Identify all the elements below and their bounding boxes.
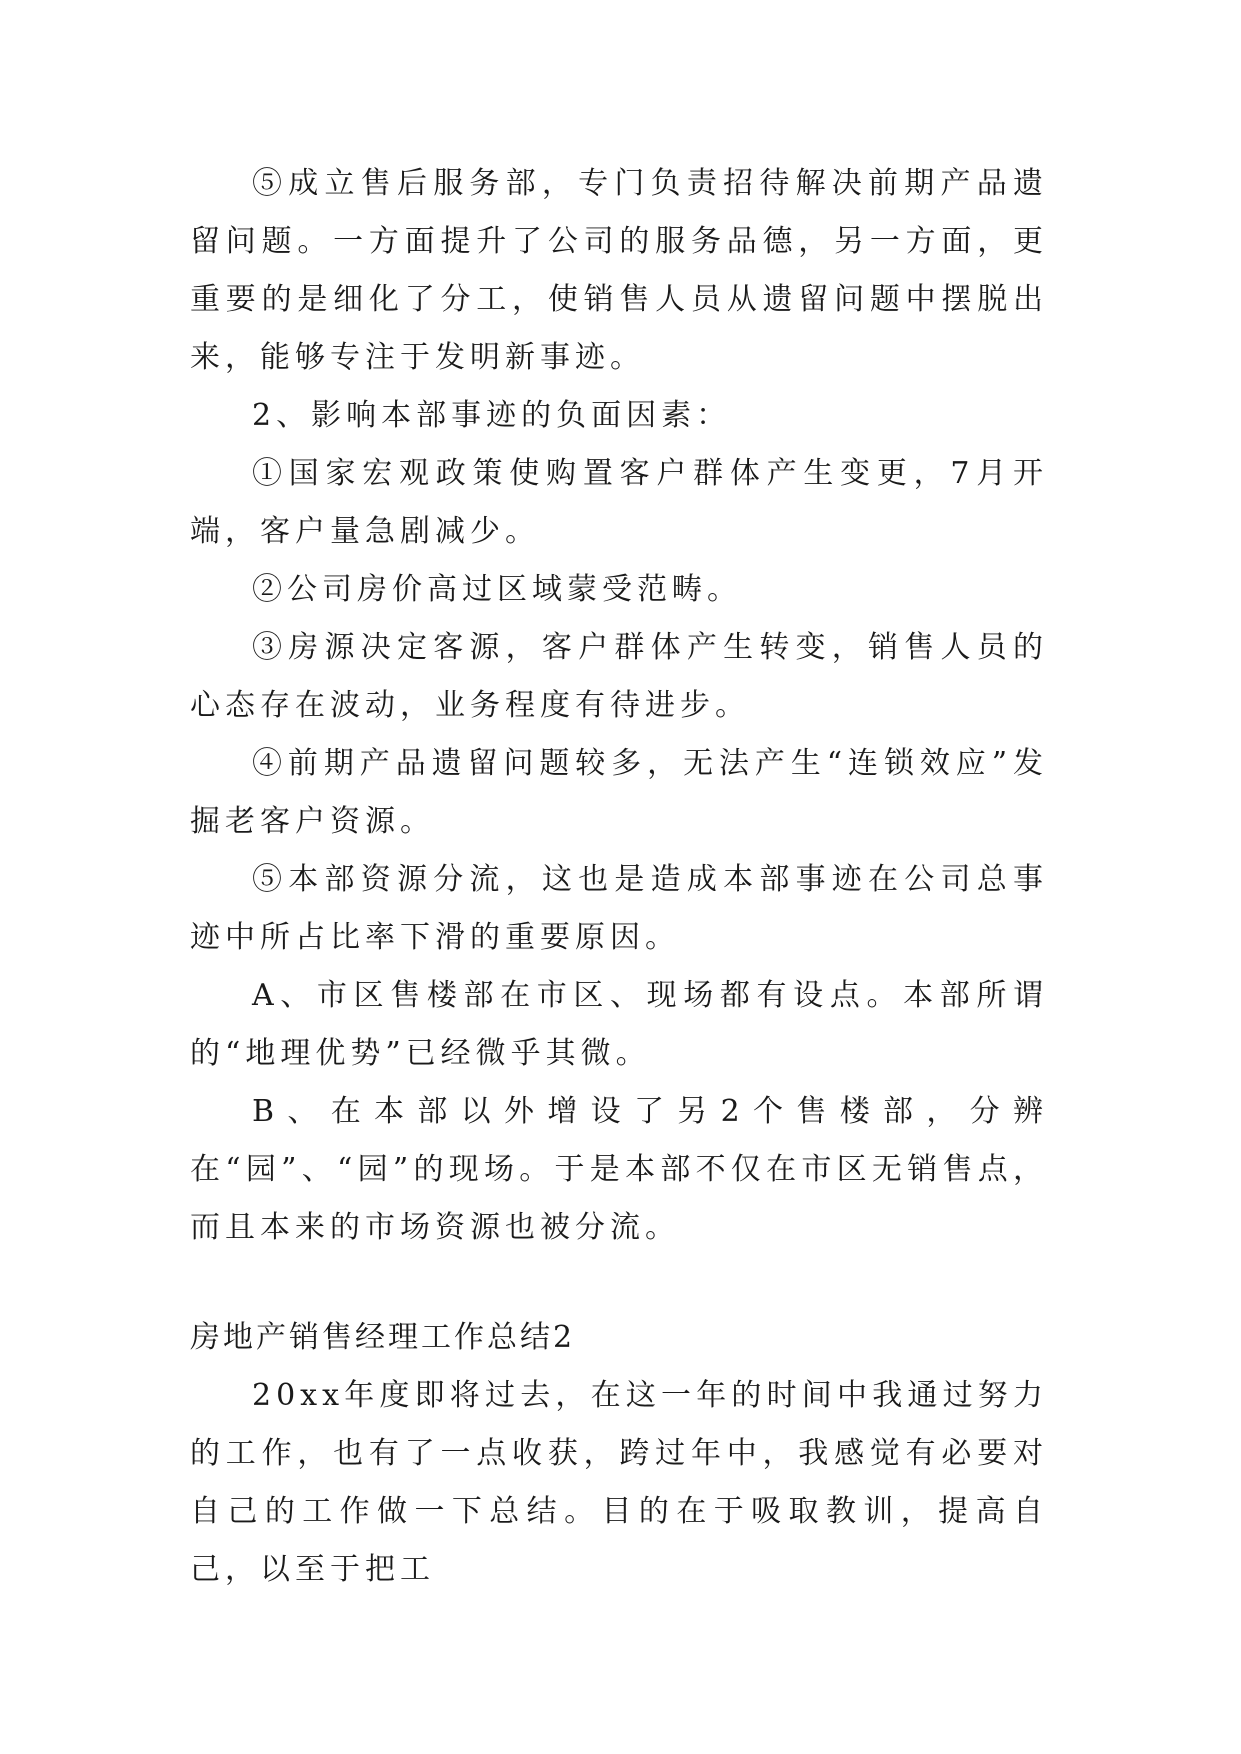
document-body [190,155,1048,1599]
paragraph-factor-5: ⑤本部资源分流，这也是造成本部事迹在公司总事迹中所占比率下滑的重要原因。 [190,862,1048,955]
paragraph-factor-5b: B、在本部以外增设了另2个售楼部，分辨在“园”、“园”的现场。于是本部不仅在市区无销售点，而且本来的市场资源也被分流。 [190,1094,1048,1245]
paragraph-factor-4: ④前期产品遗留问题较多，无法产生“连锁效应”发掘老客户资源。 [190,746,1048,839]
paragraph-factor-2: ②公司房价高过区域蒙受范畴。 [252,572,742,607]
paragraph-factor-5a: A、市区售楼部在市区、现场都有设点。本部所谓的“地理优势”已经微乎其微。 [190,978,1048,1071]
paragraph-after-sales-dept: ⑤成立售后服务部，专门负责招待解决前期产品遗留问题。一方面提升了公司的服务品德，另一方面，更重要的是细化了分工，使销售人员从遗留问题中摆脱出来，能够专注于发明新事迹。 [190,166,1048,375]
section-title: 房地产销售经理工作总结2 [190,1320,576,1355]
paragraph-factor-1: ①国家宏观政策使购置客户群体产生变更，7月开端，客户量急剧减少。 [190,456,1048,549]
paragraph-summary-intro: 20xx年度即将过去，在这一年的时间中我通过努力的工作，也有了一点收获，跨过年中，我感觉有必要对自己的工作做一下总结。目的在于吸取教训，提高自己，以至于把工 [190,1378,1048,1587]
paragraph-negative-factors-heading: 2、影响本部事迹的负面因素： [252,398,732,433]
paragraph-factor-3: ③房源决定客源，客户群体产生转变，销售人员的心态存在波动，业务程度有待进步。 [190,630,1048,723]
